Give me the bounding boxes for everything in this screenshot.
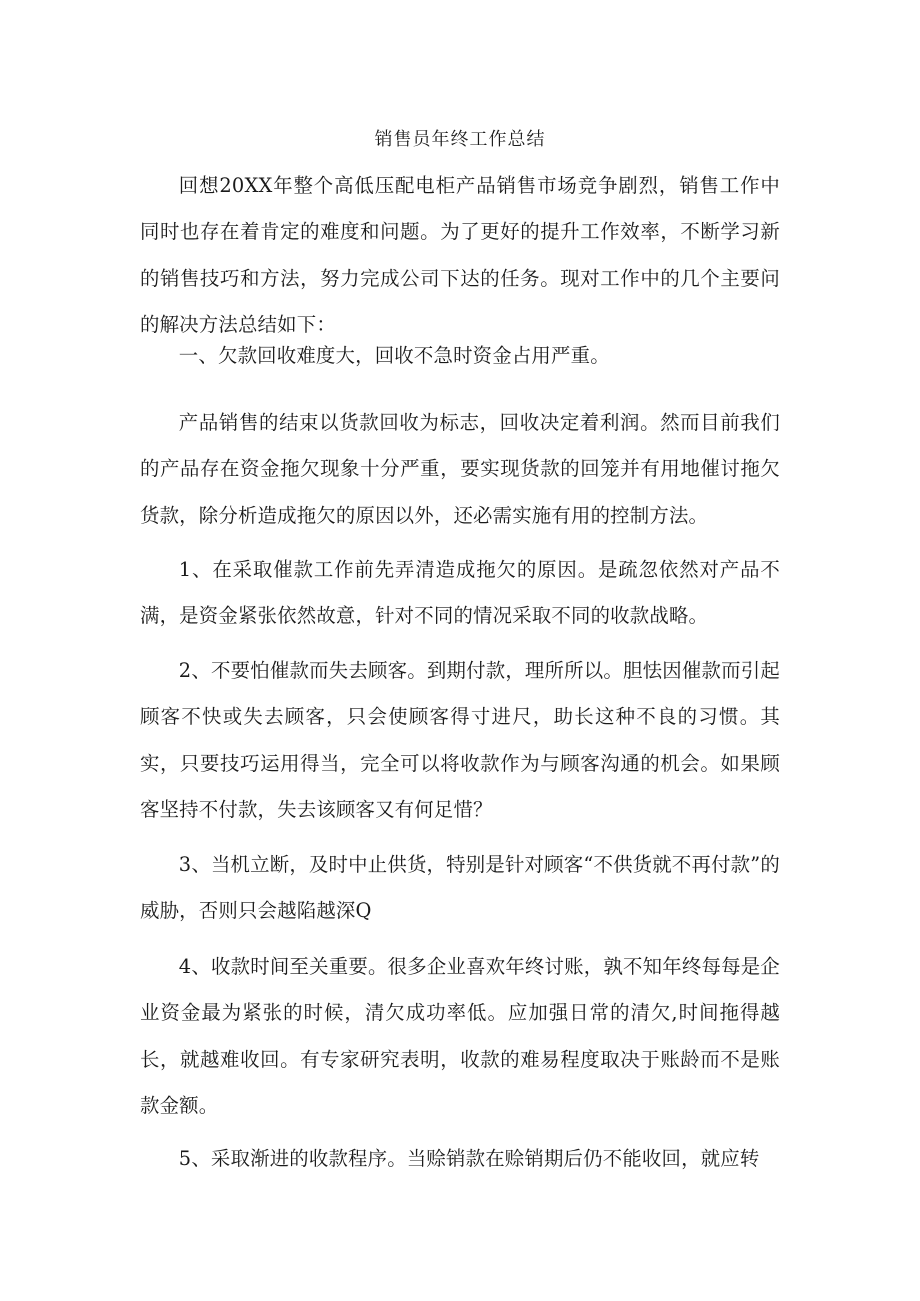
paragraph-section-heading-1: 一、欠款回收难度大，回收不急时资金占用严重。 <box>178 344 610 367</box>
paragraph-item-2: 2、不要怕催款而失去顾客。到期付款，理所所以。胆怯因催款而引起顾客不快或失去顾客，只会使顾客得寸进尺，助长这种不良的习惯。其实，只要技巧运用得当，完全可以将收款作为与顾客沟通的机会。如果顾客坚持不付款，失去该顾客又有何足惜？ <box>140 659 780 821</box>
document-title: 销售员年终工作总结 <box>374 129 546 150</box>
paragraph-item-3: 3、当机立断，及时中止供货，特别是针对顾客“不供货就不再付款”的威胁，否则只会越陷越深Q <box>140 853 780 923</box>
paragraph-intro: 回想20XX年整个高低压配电柜产品销售市场竞争剧烈，销售工作中同时也存在着肯定的难度和问题。为了更好的提升工作效率，不断学习新的销售技巧和方法，努力完成公司下达的任务。现对工作中的几个主要问的解决方法总结如下： <box>140 174 780 336</box>
paragraph-item-1: 1、在采取催款工作前先弄清造成拖欠的原因。是疏忽依然对产品不满，是资金紧张依然故意，针对不同的情况采取不同的收款战略。 <box>140 558 780 628</box>
paragraph-item-5: 5、采取渐进的收款程序。当赊销款在赊销期后仍不能收回，就应转 <box>178 1147 760 1170</box>
paragraph-item-4: 4、收款时间至关重要。很多企业喜欢年终讨账，孰不知年终每每是企业资金最为紧张的时候，清欠成功率低。应加强日常的清欠,时间拖得越长，就越难收回。有专家研究表明，收款的难易程度取决于账龄而不是账款金额。 <box>140 955 780 1117</box>
paragraph-body: 产品销售的结束以货款回收为标志，回收决定着利润。然而目前我们的产品存在资金拖欠现象十分严重，要实现货款的回笼并有用地催讨拖欠货款，除分析造成拖欠的原因以外，还必需实施有用的控制方法。 <box>140 411 780 527</box>
